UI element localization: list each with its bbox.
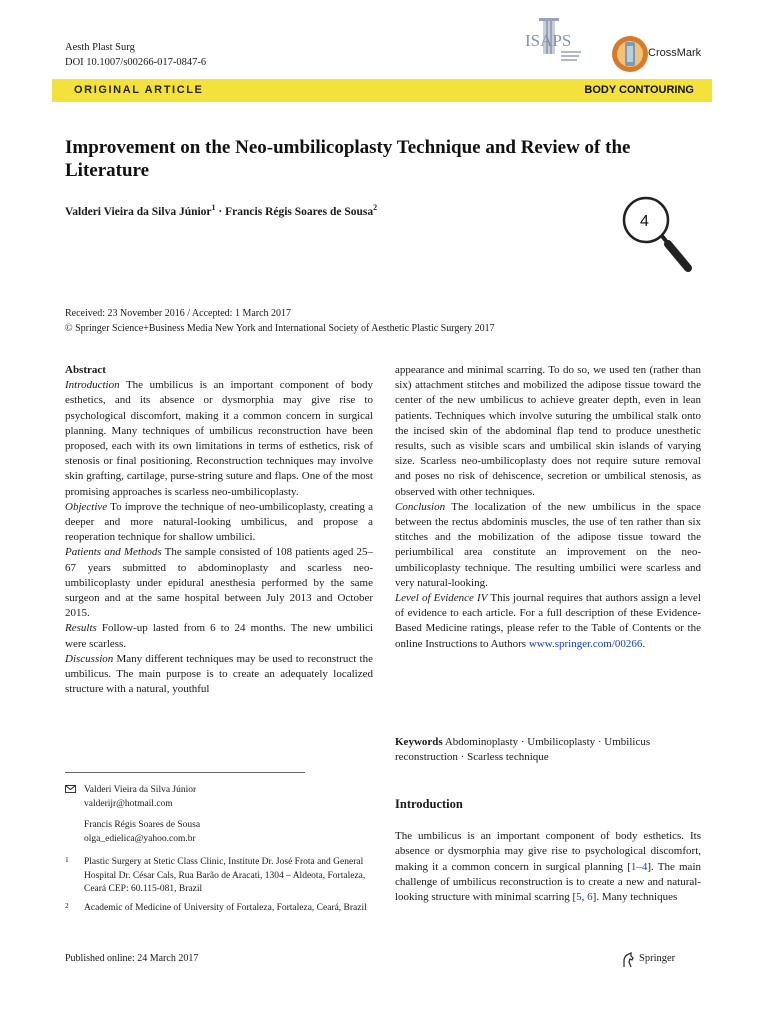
published-online: Published online: 24 March 2017: [65, 953, 199, 964]
abstract-conclusion-text: The localization of the new umbilicus in the space between the rectus abdominis muscles, the use of ten rather than six stitches and the mobilization of the adipose tissue toward the periumbilical area constitute an improvement on the neo-umbilicoplasty technique. The resulting umbilici were scarless and very natural-looking.: [395, 500, 701, 589]
abstract-right-column: [395, 363, 701, 652]
ref-link-1-4[interactable]: 1–4: [630, 860, 648, 873]
correspondent-1-email[interactable]: valderijr@hotmail.com: [84, 798, 173, 809]
author-separator: ·: [215, 205, 226, 218]
copyright: © Springer Science+Business Media New York and International Society of Aesthetic Plastic Surgery 2017: [65, 323, 495, 334]
keywords: [395, 735, 701, 765]
abstract-results: [65, 621, 373, 651]
abstract-heading: Abstract: [65, 364, 106, 376]
abstract-conclusion-label: Conclusion: [395, 500, 446, 513]
magnifier-evidence-icon: [618, 192, 698, 277]
author-2-affiliation: 2: [373, 203, 378, 212]
correspondent-1-name: Valderi Vieira da Silva Júnior: [84, 785, 197, 795]
article-category: BODY CONTOURING: [584, 84, 694, 96]
abstract-introduction: [65, 378, 373, 500]
abstract-level-of-evidence: [395, 591, 701, 652]
abstract-objective-label: Objective: [65, 500, 108, 513]
publisher-name: Springer: [639, 953, 676, 964]
abstract-discussion-continued: [395, 363, 701, 500]
author-2[interactable]: Francis Régis Soares de Sousa: [225, 205, 374, 218]
ref-link-6[interactable]: 6: [587, 891, 593, 904]
abstract-pm-label: Patients and Methods: [65, 546, 162, 559]
author-1[interactable]: Valderi Vieira da Silva Júnior: [65, 205, 212, 218]
abstract-pm-text: The sample consisted of 108 patients aged 25–67 years submitted to abdominoplasty and scarless neo-umbilicoplasty under epidural anesthesia performed by the same surgeon and at the same hospital between July 2013 and October 2015.: [65, 546, 373, 620]
abstract-discussion-text-part-2: appearance and minimal scarring. To do so, we used ten (rather than six) attachment stitches and mobilized the adipose tissue toward the center of the new umbilicus to achieve greater depth, even in lean patients. Techniques which involve suturing the umbilical stalk onto the incised skin of the abdominal flap tend to produce unesthetic results, such as visible scars and umbilical skin islands of varying size. Scarless neo-umbilicoplasty does not require suture removal and poses no risk of dehiscence, secretion or umbilical stenosis, as observed with other techniques.: [395, 364, 701, 498]
abstract-loe-text: This journal requires that authors assign a level of evidence to each article. For a full description of these Evidence-Based Medicine ratings, please refer to the Table of Contents or the online Instructions to Authors: [395, 592, 701, 650]
springer-instructions-link[interactable]: www.springer.com/00266: [528, 637, 643, 650]
intro-text-1: The umbilicus is an important component of body esthetics. Its absence or dysmorphia may give rise to psychological discomfort, making it a common concern in surgical planning [: [395, 830, 701, 873]
affiliation-2-number: 2: [65, 901, 69, 910]
correspondent-2-name: Francis Régis Soares de Sousa: [84, 820, 201, 830]
abstract-loe-label: Level of Evidence IV: [395, 592, 488, 605]
abstract-patients-methods: [65, 545, 373, 621]
affiliation-1-number: 1: [65, 855, 69, 864]
abstract-introduction-text: The umbilicus is an important component of body esthetics, and its absence or dysmorphia may give rise to psychological discomfort, making it a common concern in surgical planning. Many techniques of umbilicus reconstruction have been proposed, each with its own limitations in terms of esthetics, risk of stenosis or final positioning. Reconstruction techniques may involve skin grafting, cartilage, purse-string suture and flaps. One of the most promising approaches is scarless neo-umbilicoplasty.: [65, 379, 373, 498]
doi[interactable]: DOI 10.1007/s00266-017-0847-6: [65, 57, 207, 68]
keywords-text: Abdominoplasty · Umbilicoplasty · Umbilicus reconstruction · Scarless technique: [395, 736, 651, 764]
footnote-divider: [65, 772, 305, 773]
received-accepted: Received: 23 November 2016 / Accepted: 1 March 2017: [65, 308, 292, 319]
author-list: [65, 203, 377, 218]
abstract-left-column: [65, 363, 373, 697]
intro-text-4: ]. Many techniques: [592, 891, 678, 904]
abstract-discussion: [65, 652, 373, 698]
journal-name: Aesth Plast Surg: [65, 42, 135, 53]
keywords-label: Keywords: [395, 736, 443, 748]
abstract-conclusion: [395, 500, 701, 591]
evidence-level-value: 4: [640, 213, 649, 230]
abstract-objective: [65, 500, 373, 546]
intro-text-2: ]. The main challenge of umbilicus reconstruction is to create a new and natural-looking structure with minimal scarring [: [395, 860, 701, 904]
affiliation-2-text: Academic of Medicine of University of Fortaleza, Fortaleza, Ceará, Brazil: [84, 903, 367, 913]
envelope-icon: [65, 785, 76, 793]
intro-text-3: ,: [581, 891, 588, 904]
abstract-loe-end: .: [642, 637, 646, 650]
isaps-logo: [505, 18, 605, 78]
article-type: ORIGINAL ARTICLE: [74, 84, 204, 96]
introduction-heading: Introduction: [395, 797, 463, 811]
abstract-discussion-label: Discussion: [65, 652, 114, 665]
abstract-results-text: Follow-up lasted from 6 to 24 months. The new umbilici were scarless.: [65, 622, 373, 650]
abstract-objective-text: To improve the technique of neo-umbilicoplasty, creating a deeper and more natural-looking umbilicus, and propose a reoperation technique for shallow umbilici.: [65, 500, 373, 544]
introduction-text: [395, 829, 701, 905]
correspondent-2-email[interactable]: olga_edielica@yahoo.com.br: [84, 833, 196, 844]
correspondence-text: [84, 784, 374, 846]
article-dates: [65, 306, 495, 336]
abstract-results-label: Results: [65, 622, 97, 635]
ref-link-5[interactable]: 5: [576, 891, 582, 904]
crossmark-label: CrossMark: [648, 47, 702, 59]
abstract-introduction-label: Introduction: [65, 379, 120, 392]
article-title: Improvement on the Neo-umbilicoplasty Technique and Review of the Literature: [65, 137, 631, 181]
isaps-logo-text: ISAPS: [525, 31, 572, 50]
journal-header: [65, 40, 206, 70]
affiliation-1-text: Plastic Surgery at Stetic Class Clinic, Institute Dr. José Frota and General Hospital Dr. César Cals, Rua Barão de Aracati, 1304 – Aldeota, Fortaleza, Ceará CEP: 60.115-081, Brazil: [84, 857, 366, 894]
author-1-affiliation: 1: [211, 203, 216, 212]
abstract-discussion-text-part-1: Many different techniques may be used to reconstruct the umbilicus. The main purpose is to create an adequately localized structure with a natural, youthful: [65, 652, 373, 696]
springer-horse-icon: [621, 952, 635, 968]
